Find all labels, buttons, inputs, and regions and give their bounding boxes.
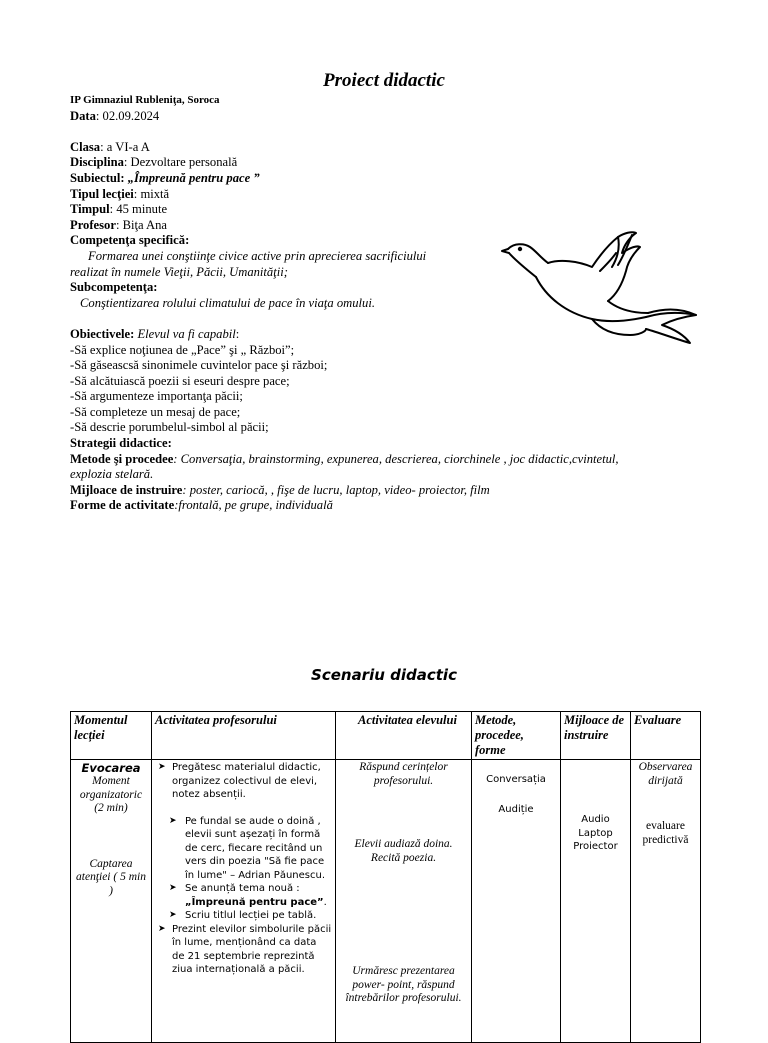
mijloc-2: Laptop [578,827,613,839]
competenta-text-2: realizat în numele Vieţii, Păcii, Umanităţii; [70,264,288,279]
header-metode: Metode, procedee, forme [472,712,561,760]
metoda-2: Audiție [498,803,534,815]
evaluare-2: evaluare predictivă [642,820,689,846]
objective-item: -Să completeze un mesaj de pace; [70,404,241,419]
obiective-label: Obiectivele: [70,326,135,341]
cell-profesor [152,760,336,1043]
obiective-intro: Elevul va fi capabil [134,326,236,341]
subcompetenta-text: Conştientizarea rolului climatului de pace în viaţa omului. [80,295,375,310]
competenta-text-1: Formarea unei conştiinţe civice active prin aprecierea sacrificiului [88,248,427,263]
obiective-colon: : [235,326,240,341]
subiect-value: „Împreună pentru pace ” [124,170,260,185]
date-line [70,109,670,125]
mijloace-value: : poster, cariocă, , fişe de lucru, laptop, video- proiector, film [182,482,490,497]
metode-line [70,452,670,468]
scenario-table [70,711,701,1043]
metode-value: : Conversaţia, brainstorming, expunerea, descrierea, ciorchinele , joc didactic,cvintetul, [173,451,619,466]
moment-organizatoric: Moment organizatoric (2 min) [79,775,143,814]
date-value: : 02.09.2024 [95,108,160,123]
moment-title: Evocarea [81,761,141,775]
list-item: ➤ Scriu titlul lecției pe tablă. [169,910,317,921]
cell-mijloace [561,760,631,1043]
table-row [71,760,701,1043]
timp-value: : 45 minute [109,202,168,217]
list-item: ➤ Pregătesc materialul didactic, organizez colectivul de elevi, notez absenții. [158,762,321,800]
header-elevi: Activitatea elevului [336,712,472,760]
mijloc-3: Proiector [573,841,618,852]
school-name: IP Gimnaziul Rubleniţa, Soroca [70,94,220,106]
metode-value-2: explozia stelară. [70,467,154,482]
date-label: Data [70,108,96,123]
clasa-line [70,140,670,156]
subcompetenta-label: Subcompetenţa: [70,280,158,295]
disciplina-label: Disciplina [70,155,124,170]
tip-line [70,187,670,203]
objective-item: -Să descrie porumbelul-simbol al păcii; [70,420,269,435]
subiect-line [70,171,670,187]
cell-moment [71,760,152,1043]
metode-label: Metode şi procedee [70,451,174,466]
cell-evaluare [631,760,701,1043]
header-evaluare: Evaluare [631,712,701,760]
elevi-activity-2: Elevii audiază doina. Recită poezia. [354,838,453,864]
table-header-row [71,712,701,760]
disciplina-line [70,155,670,171]
forme-line [70,498,670,514]
profesor-value: : Biţa Ana [115,217,168,232]
list-item: ➤ Prezint elevilor simbolurile păcii în lume, menționând ca data de 21 septembrie reprezintă ziua internațională a păcii. [158,923,332,975]
forme-label: Forme de activitate [70,498,175,513]
objective-item: -Să găseascsă sinonimele cuvintelor pace şi război; [70,358,328,373]
timp-label: Timpul [70,202,110,217]
tip-label: Tipul lecţiei [70,186,134,201]
metoda-1: Conversația [486,774,546,785]
header-profesor: Activitatea profesorului [152,712,336,760]
clasa-label: Clasa [70,139,101,154]
elevi-activity-3: Urmăresc prezentarea power- point, răspund întrebărilor profesorului. [345,965,462,1004]
evaluare-1: Observarea dirijată [638,761,693,787]
timp-line [70,202,670,218]
list-item: ➤ Se anunță tema nouă : „Împreună pentru pace”. [169,883,327,908]
mijloace-line [70,483,670,499]
clasa-value: : a VI-a A [100,139,150,154]
tip-value: : mixtă [133,186,170,201]
mijloc-1: Audio [581,814,610,825]
objective-item: -Să argumenteze importanţa păcii; [70,389,243,404]
elevi-activity-1: Răspund cerințelor profesorului. [359,761,448,787]
cell-metode [472,760,561,1043]
objective-item: -Să explice noţiunea de „Pace” şi „ Război”; [70,342,295,357]
document-title: Proiect didactic [323,70,445,91]
cell-elevi [336,760,472,1043]
objective-item: -Să alcătuiască poezii si eseuri despre pace; [70,373,290,388]
peace-dove-illustration [500,225,700,355]
list-item: ➤ Pe fundal se aude o doină , elevii sunt așezați în formă de cerc, fiecare recitând un vers din poezia "Să fie pace în lume" – Adrian Păunescu. [169,815,326,881]
competenta-label: Competenţa specifică: [70,233,190,248]
profesor-label: Profesor [70,217,116,232]
scenario-title: Scenariu didactic [311,666,457,684]
header-momentul: Momentul lecției [71,712,152,760]
forme-value: :frontală, pe grupe, individuală [174,498,333,513]
mijloace-label: Mijloace de instruire [70,482,183,497]
subiect-label: Subiectul: [70,170,125,185]
disciplina-value: : Dezvoltare personală [123,155,238,170]
moment-captare: Captarea atenţiei ( 5 min ) [76,857,146,897]
header-mijloace: Mijloace de instruire [561,712,631,760]
strategii-label: Strategii didactice: [70,436,172,451]
